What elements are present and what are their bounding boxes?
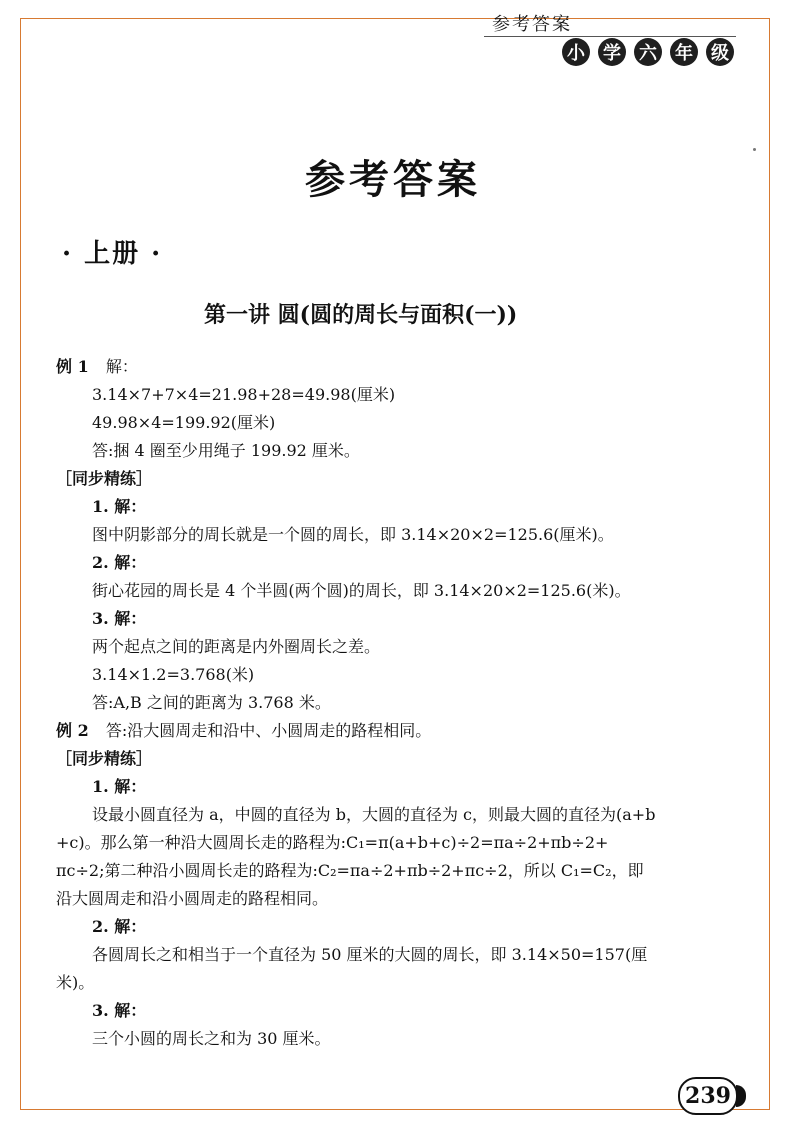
text-line: 两个起点之间的距离是内外圈周长之差。 — [92, 637, 381, 656]
text-line: 各圆周长之和相当于一个直径为 50 厘米的大圆的周长，即 3.14×50=157(厘 — [92, 945, 648, 964]
text-line: 三个小圆的周长之和为 30 厘米。 — [92, 1029, 331, 1048]
example-answer: 答:沿大圆周走和沿中、小圆周走的路程相同。 — [105, 721, 432, 740]
question-label: 2. 解： — [92, 917, 147, 936]
decorative-dot — [753, 148, 756, 151]
question-label: 3. 解： — [92, 1001, 147, 1020]
example-heading: 解： — [105, 357, 138, 376]
example-2-header — [56, 721, 431, 740]
grade-char: 六 — [634, 38, 662, 66]
lecture-title: 第一讲 圆(圆的周长与面积(一)) — [204, 302, 518, 328]
header-section-title: 参考答案 — [492, 14, 572, 35]
question-label: 2. 解： — [92, 553, 147, 572]
volume-title: · 上册 · — [62, 239, 163, 269]
example-label: 例 1 — [56, 357, 89, 376]
text-line: +c)。那么第一种沿大圆周长走的路程为:C₁=π(a+b+c)÷2=πa÷2+πb÷2+ — [56, 833, 609, 852]
grade-char: 年 — [670, 38, 698, 66]
text-line: πc÷2;第二种沿小圆周长走的路程为:C₂=πa÷2+πb÷2+πc÷2，所以 C₁=C₂，即 — [56, 861, 644, 880]
grade-char: 级 — [706, 38, 734, 66]
text-line: 图中阴影部分的周长就是一个圆的周长，即 3.14×20×2=125.6(厘米)。 — [92, 525, 614, 544]
header-divider — [484, 36, 736, 37]
question-label: 1. 解： — [92, 777, 147, 796]
page-title: 参考答案 — [305, 156, 481, 203]
grade-char: 小 — [562, 38, 590, 66]
text-line: 答:捆 4 圈至少用绳子 199.92 厘米。 — [92, 441, 360, 460]
text-line: 3.14×1.2=3.768(米) — [92, 665, 255, 684]
text-line: 米)。 — [56, 973, 95, 992]
text-line: 答:A,B 之间的距离为 3.768 米。 — [92, 693, 331, 712]
example-1-header — [56, 357, 138, 376]
question-label: 3. 解： — [92, 609, 147, 628]
grade-badge-row — [562, 38, 734, 66]
text-line: 3.14×7+7×4=21.98+28=49.98(厘米) — [92, 385, 396, 404]
text-line: 街心花园的周长是 4 个半圆(两个圆)的周长，即 3.14×20×2=125.6(米)。 — [92, 581, 631, 600]
page-number: 239 — [678, 1077, 738, 1115]
text-line: 沿大圆周走和沿小圆周走的路程相同。 — [56, 889, 329, 908]
example-label: 例 2 — [56, 721, 89, 740]
sync-practice-label: ［同步精练］ — [56, 749, 153, 768]
text-line: 49.98×4=199.92(厘米) — [92, 413, 276, 432]
text-line: 设最小圆直径为 a，中圆的直径为 b，大圆的直径为 c，则最大圆的直径为(a+b — [92, 805, 656, 824]
sync-practice-label: ［同步精练］ — [56, 469, 153, 488]
question-label: 1. 解： — [92, 497, 147, 516]
grade-char: 学 — [598, 38, 626, 66]
